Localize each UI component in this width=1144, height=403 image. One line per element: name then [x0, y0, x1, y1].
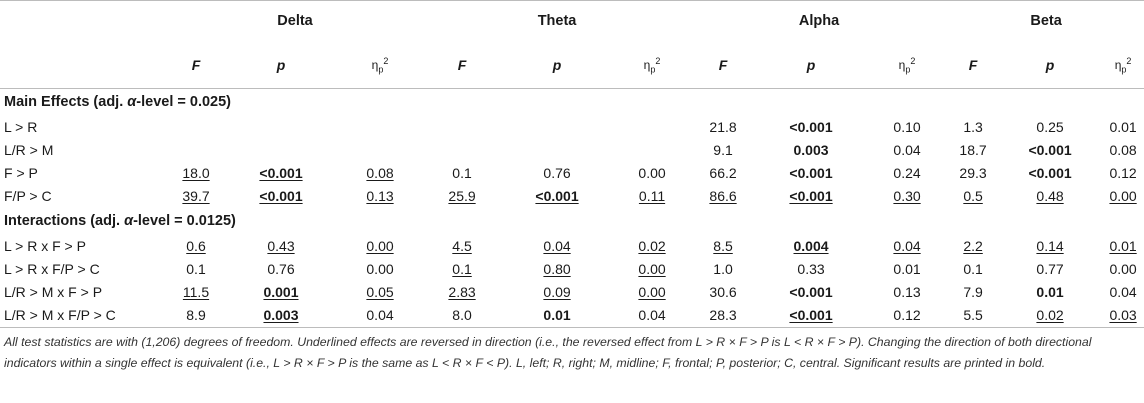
stat-value: 0.30: [893, 188, 921, 205]
stat-value: 28.3: [709, 307, 737, 324]
stat-value: 0.77: [1036, 261, 1064, 278]
stat-value: 0.00: [366, 238, 394, 255]
stat-cell: [866, 139, 948, 162]
stat-cell: [336, 162, 424, 185]
stat-cell: [690, 235, 756, 258]
stat-header-eta: [614, 42, 690, 89]
stat-cell: [614, 281, 690, 304]
stat-cell: [500, 162, 614, 185]
stat-cell: [166, 281, 226, 304]
stat-value: 5.5: [963, 307, 983, 324]
stat-cell: [424, 281, 500, 304]
table-body: [0, 89, 1144, 328]
stat-value: <0.001: [789, 165, 833, 182]
stat-cell: [998, 258, 1102, 281]
stat-cell: [866, 304, 948, 328]
stat-value: 0.6: [186, 238, 206, 255]
eta-superscript: 2: [383, 56, 389, 66]
stat-cell: [756, 304, 866, 328]
stat-value: 8.9: [186, 307, 206, 324]
stat-cell: [226, 281, 336, 304]
stat-value: 0.1: [186, 261, 206, 278]
stat-cell: [948, 304, 998, 328]
stat-cell: [424, 162, 500, 185]
stat-value: 0.00: [1109, 188, 1137, 205]
stat-value: <0.001: [259, 188, 303, 205]
stat-header-eta: [336, 42, 424, 89]
eta-subscript: p: [905, 64, 911, 75]
stat-value: 0.00: [366, 261, 394, 278]
stat-value: 0.09: [543, 284, 571, 301]
stat-cell: [424, 139, 500, 162]
stat-value: <0.001: [1028, 165, 1072, 182]
stat-value: 0.03: [1109, 307, 1137, 324]
stat-value: 0.04: [543, 238, 571, 255]
effect-label: L > R: [4, 119, 38, 136]
stat-cell: [948, 162, 998, 185]
stat-cell: [1102, 235, 1144, 258]
stat-value: 9.1: [713, 142, 733, 159]
stat-value: 0.001: [263, 284, 299, 301]
stat-value: 0.5: [963, 188, 983, 205]
stat-value: 0.80: [543, 261, 571, 278]
stat-header-f: F: [690, 42, 756, 89]
stat-cell: [424, 304, 500, 328]
stat-header-eta: [1102, 42, 1144, 89]
eta-superscript: 2: [1126, 56, 1132, 66]
stat-cell: [226, 304, 336, 328]
stat-cell: [690, 162, 756, 185]
stat-cell: [756, 185, 866, 208]
stat-cell: [1102, 139, 1144, 162]
stat-cell: [998, 162, 1102, 185]
stat-cell: [948, 258, 998, 281]
table-row: [0, 235, 1144, 258]
stat-value: 8.0: [452, 307, 472, 324]
stat-value: 0.12: [893, 307, 921, 324]
stat-cell: [500, 116, 614, 139]
effect-label: L/R > M x F/P > C: [0, 304, 166, 328]
stat-cell: [336, 304, 424, 328]
table-row: [0, 139, 1144, 162]
stat-value: 30.6: [709, 284, 737, 301]
stat-value: <0.001: [1028, 142, 1072, 159]
stat-cell: [424, 185, 500, 208]
stat-cell: [756, 162, 866, 185]
stat-cell: [866, 116, 948, 139]
stat-cell: [166, 258, 226, 281]
corner-cell: [0, 42, 166, 89]
stat-cell: [998, 116, 1102, 139]
stat-cell: [866, 281, 948, 304]
stat-cell: [1102, 281, 1144, 304]
stat-cell: [998, 304, 1102, 328]
stat-cell: [226, 258, 336, 281]
stat-cell: [690, 139, 756, 162]
stat-cell: [998, 281, 1102, 304]
stat-cell: [866, 258, 948, 281]
stat-value: 0.05: [366, 284, 394, 301]
effect-label: L/R > M: [4, 142, 54, 159]
stat-value: 0.25: [1036, 119, 1064, 136]
stat-cell: [614, 185, 690, 208]
stat-cell: [614, 116, 690, 139]
stat-cell: [690, 281, 756, 304]
stat-value: 66.2: [709, 165, 737, 182]
stat-value: 2.2: [963, 238, 983, 255]
stat-cell: [226, 116, 336, 139]
stat-cell: [866, 185, 948, 208]
stat-value: 0.04: [638, 307, 666, 324]
eta-symbol: η: [898, 58, 906, 72]
effect-label: L > R x F > P: [4, 238, 86, 255]
stat-value: 0.02: [638, 238, 666, 255]
corner-cell: [0, 1, 166, 43]
stat-cell: [500, 281, 614, 304]
stat-cell: [948, 235, 998, 258]
eta-symbol: η: [371, 58, 379, 72]
stat-cell: [948, 281, 998, 304]
stat-value: 1.3: [963, 119, 983, 136]
eta-superscript: 2: [910, 56, 916, 66]
effect-label: L/R > M x F > P: [4, 284, 103, 301]
stat-cell: [690, 258, 756, 281]
stat-cell: [948, 139, 998, 162]
stat-cell: [226, 139, 336, 162]
stat-value: 0.00: [638, 261, 666, 278]
stat-value: 0.33: [797, 261, 825, 278]
stat-cell: [948, 116, 998, 139]
stat-cell: [866, 162, 948, 185]
stat-cell: [614, 235, 690, 258]
stat-value: 0.00: [1109, 261, 1137, 278]
stat-cell: [226, 235, 336, 258]
stat-cell: [998, 235, 1102, 258]
stat-value: 11.5: [182, 284, 210, 301]
section-header-row: [0, 89, 1144, 117]
stat-value: 18.7: [959, 142, 987, 159]
stat-cell: [998, 139, 1102, 162]
stat-value: 0.01: [893, 261, 921, 278]
stat-value: 0.11: [638, 188, 666, 205]
eta-symbol: η: [643, 58, 651, 72]
alpha-symbol: α: [124, 213, 134, 230]
stat-value: 1.0: [713, 261, 733, 278]
stat-header-p: p: [756, 42, 866, 89]
table-row: [0, 281, 1144, 304]
stat-value: <0.001: [789, 119, 833, 136]
stat-cell: [336, 139, 424, 162]
effect-label: L > R x F/P > C: [4, 261, 100, 278]
table-footnote: All test statistics are with (1,206) degrees of freedom. Underlined effects are reversed in direction (i.e., the reversed effect from L > R × F > P is L < R × F > P). Changing the direction of both directional indicators within a single effect is equivalent (i.e., L > R × F > P is the same as L < R × F < P). L, left; R, right; M, midline; F, frontal; P, posterior; C, central. Significant results are printed in bold.: [4, 335, 1092, 371]
stat-value: 0.76: [543, 165, 571, 182]
stat-header-f: F: [166, 42, 226, 89]
eta-subscript: p: [1121, 64, 1127, 75]
stat-header-p: p: [500, 42, 614, 89]
stat-value: 0.02: [1036, 307, 1064, 324]
stat-cell: [500, 235, 614, 258]
stat-value: 4.5: [452, 238, 472, 255]
stat-cell: [166, 116, 226, 139]
stat-cell: [166, 139, 226, 162]
stat-cell: [226, 162, 336, 185]
stat-cell: [1102, 304, 1144, 328]
stat-cell: [614, 304, 690, 328]
stat-header-row: [0, 42, 1144, 89]
stat-cell: [226, 185, 336, 208]
stat-value: 0.01: [543, 307, 571, 324]
stat-value: <0.001: [535, 188, 579, 205]
stat-header-p: p: [226, 42, 336, 89]
stat-cell: [500, 139, 614, 162]
stat-cell: [336, 258, 424, 281]
stat-value: 0.08: [366, 165, 394, 182]
stat-cell: [1102, 116, 1144, 139]
alpha-symbol: α: [127, 94, 137, 111]
stat-value: 0.04: [893, 142, 921, 159]
stat-cell: [500, 185, 614, 208]
stat-cell: [1102, 162, 1144, 185]
stat-value: 0.24: [893, 165, 921, 182]
stat-value: 0.1: [452, 165, 472, 182]
stat-cell: [690, 116, 756, 139]
stat-cell: [866, 235, 948, 258]
stat-cell: [336, 235, 424, 258]
section-title-end: -level = 0.0125): [133, 213, 236, 230]
stat-cell: [1102, 185, 1144, 208]
stat-value: <0.001: [259, 165, 303, 182]
band-header-alpha: Alpha: [690, 1, 948, 43]
stat-value: 0.01: [1109, 238, 1137, 255]
section-title: [0, 208, 1144, 235]
stat-value: 25.9: [448, 188, 476, 205]
section-title: [0, 89, 1144, 117]
effect-label: F/P > C: [4, 188, 52, 205]
table-row: [0, 162, 1144, 185]
stat-cell: [756, 258, 866, 281]
stat-value: 0.48: [1036, 188, 1064, 205]
band-header-beta: Beta: [948, 1, 1144, 43]
stat-cell: [424, 235, 500, 258]
stat-cell: [756, 281, 866, 304]
stat-cell: [948, 185, 998, 208]
stat-cell: [614, 162, 690, 185]
stat-value: 0.10: [893, 119, 921, 136]
stat-cell: [166, 304, 226, 328]
stat-cell: [614, 139, 690, 162]
stat-value: 0.01: [1109, 119, 1137, 136]
stat-value: 86.6: [709, 188, 737, 205]
stat-cell: [614, 258, 690, 281]
stat-value: 0.1: [452, 261, 472, 278]
stat-cell: [424, 116, 500, 139]
eta-symbol: η: [1114, 58, 1122, 72]
stat-value: <0.001: [789, 307, 833, 324]
band-header-row: [0, 1, 1144, 43]
band-header-theta: Theta: [424, 1, 690, 43]
stat-value: 0.003: [793, 142, 829, 159]
stat-cell: [166, 235, 226, 258]
stat-value: 0.13: [366, 188, 394, 205]
stat-cell: [336, 281, 424, 304]
stat-value: <0.001: [789, 188, 833, 205]
eta-subscript: p: [378, 64, 384, 75]
stat-value: 7.9: [963, 284, 983, 301]
stat-cell: [500, 258, 614, 281]
section-title-text: Interactions (adj.: [4, 213, 125, 230]
stat-value: 0.04: [1109, 284, 1137, 301]
stat-value: 0.003: [263, 307, 299, 324]
section-title-text: Main Effects (adj.: [4, 94, 128, 111]
stat-value: 0.01: [1036, 284, 1064, 301]
stat-cell: [1102, 258, 1144, 281]
stat-value: 0.00: [638, 284, 666, 301]
stat-header-eta: [866, 42, 948, 89]
stat-value: 0.04: [893, 238, 921, 255]
stat-header-p: p: [998, 42, 1102, 89]
stat-cell: [690, 185, 756, 208]
stat-value: 8.5: [713, 238, 733, 255]
stat-value: 0.12: [1109, 165, 1137, 182]
stat-value: 0.004: [793, 238, 829, 255]
stat-cell: [336, 185, 424, 208]
stat-cell: [424, 258, 500, 281]
stat-cell: [756, 116, 866, 139]
stat-value: 29.3: [959, 165, 987, 182]
table-row: [0, 258, 1144, 281]
eta-subscript: p: [650, 64, 656, 75]
table-row: [0, 304, 1144, 328]
stat-header-f: F: [948, 42, 998, 89]
stat-cell: [336, 116, 424, 139]
eta-superscript: 2: [655, 56, 661, 66]
stat-value: 0.00: [638, 165, 666, 182]
band-header-delta: Delta: [166, 1, 424, 43]
stat-cell: [756, 235, 866, 258]
stat-value: 0.43: [267, 238, 295, 255]
section-header-row: [0, 208, 1144, 235]
effect-label: F > P: [4, 165, 38, 182]
stat-value: 0.1: [963, 261, 983, 278]
stat-value: 18.0: [182, 165, 210, 182]
stat-value: 2.83: [448, 284, 476, 301]
stat-value: 0.04: [366, 307, 394, 324]
stat-cell: [166, 185, 226, 208]
table-row: [0, 116, 1144, 139]
stat-cell: [166, 162, 226, 185]
stat-value: 0.08: [1109, 142, 1137, 159]
stat-cell: [690, 304, 756, 328]
stat-value: 0.14: [1036, 238, 1064, 255]
stat-header-f: F: [424, 42, 500, 89]
stat-value: 21.8: [709, 119, 737, 136]
stat-value: 39.7: [182, 188, 210, 205]
section-title-end: -level = 0.025): [136, 94, 231, 111]
stat-value: <0.001: [789, 284, 833, 301]
stat-cell: [756, 139, 866, 162]
stat-value: 0.76: [267, 261, 295, 278]
stat-cell: [998, 185, 1102, 208]
table-row: [0, 185, 1144, 208]
stat-cell: [500, 304, 614, 328]
stat-value: 0.13: [893, 284, 921, 301]
